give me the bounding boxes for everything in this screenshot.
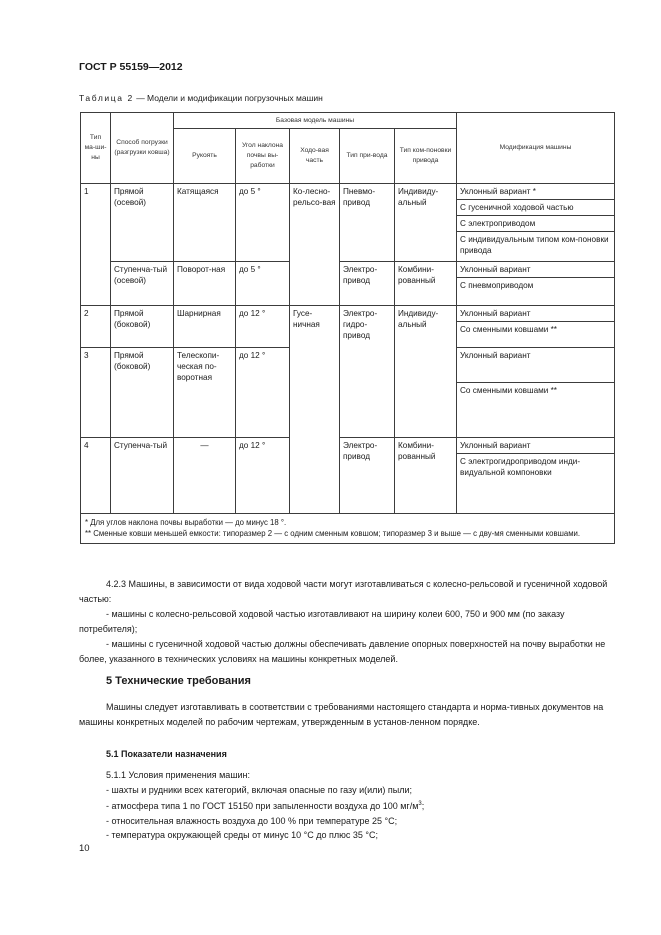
row1b-handle: Поворот-ная <box>174 262 236 306</box>
footnote-1: * Для углов наклона почвы выработки — до минус 18 °. <box>85 518 287 527</box>
row3-method: Прямой (боковой) <box>111 348 174 438</box>
row1b-modifications <box>457 262 615 306</box>
row1-method: Прямой (осевой) <box>111 184 174 262</box>
row1b-drive: Электро-привод <box>340 262 395 306</box>
section-5-1-title: 5.1 Показатели назначения <box>106 749 227 759</box>
row1b-layout: Комбини-рованный <box>395 262 457 306</box>
header-modification: Модификация машины <box>457 113 615 184</box>
row1-handle: Катящаяся <box>174 184 236 262</box>
paragraph: Машины следует изготавливать в соответствии с требованиями настоящего стандарта и норма-тивных документов на машины конкретных моделей по рабочим чертежам, утвержденным в установ-ленном порядке. <box>79 702 604 727</box>
row4-handle: — <box>174 438 236 514</box>
standard-header: ГОСТ Р 55159—2012 <box>79 61 183 73</box>
list-item: - относительная влажность воздуха до 100 % при температуре 25 °С; <box>106 815 398 826</box>
row4-type: 4 <box>81 438 111 514</box>
mod-item: Уклонный вариант <box>457 438 614 454</box>
row2-layout: Индивиду-альный <box>395 306 457 438</box>
row1-modifications <box>457 184 615 262</box>
list-item: - шахты и рудники всех категорий, включая опасные по газу и(или) пыли; <box>106 784 413 795</box>
row1-type: 1 <box>81 184 111 262</box>
row1-running: Ко-лесно-рельсо-вая <box>290 184 340 306</box>
mod-item: С индивидуальным типом ком-поновки привода <box>460 235 609 256</box>
table-caption <box>79 93 323 103</box>
row3-type: 3 <box>81 348 111 438</box>
row3-handle: Телескопи-ческая по-воротная <box>174 348 236 438</box>
mod-item: Уклонный вариант <box>457 348 614 383</box>
row1-drive: Пневмо-привод <box>340 184 395 262</box>
row4-layout: Комбини-рованный <box>395 438 457 514</box>
row2-drive: Электро-гидро-привод <box>340 306 395 438</box>
row2-running: Гусе-ничная <box>290 306 340 514</box>
table-footnotes <box>81 514 615 544</box>
row1-angle: до 5 ° <box>236 184 290 262</box>
mod-item: Уклонный вариант <box>457 262 614 278</box>
section-5-body <box>79 700 615 730</box>
row1b-angle: до 5 ° <box>236 262 290 306</box>
page-number: 10 <box>79 843 90 854</box>
row2-method: Прямой (боковой) <box>111 306 174 348</box>
mod-item: Со сменными ковшами ** <box>460 325 557 335</box>
header-running: Ходо-вая часть <box>290 129 340 184</box>
list-item-text: - атмосфера типа 1 по ГОСТ 15150 при запыленности воздуха до 100 мг/м <box>106 801 419 811</box>
row3-angle: до 12 ° <box>236 348 290 438</box>
row2-handle: Шарнирная <box>174 306 236 348</box>
list-item <box>79 797 615 814</box>
mod-item: Уклонный вариант <box>457 306 614 322</box>
header-angle: Угол наклона почвы вы-работки <box>236 129 290 184</box>
row4-drive: Электро-привод <box>340 438 395 514</box>
header-base-model: Базовая модель машины <box>174 113 457 129</box>
row2-modifications <box>457 306 615 348</box>
row4-angle: до 12 ° <box>236 438 290 514</box>
machines-table <box>80 112 615 544</box>
paragraph: 4.2.3 Машины, в зависимости от вида ходовой части могут изготавливаться с колесно-рельсовой и гусеничной ходовой частью: <box>79 579 608 604</box>
table-caption-text: — Модели и модификации погрузочных машин <box>133 93 323 103</box>
paragraph: - машины с гусеничной ходовой частью должны обеспечивать давление опорных поверхностей на почву выработки не более, указанного в технических условиях на машины конкретных моделей. <box>79 639 606 664</box>
row4-method: Ступенча-тый <box>111 438 174 514</box>
mod-item: С электрогидроприводом инди-видуальной компоновки <box>460 457 581 478</box>
row2-angle: до 12 ° <box>236 306 290 348</box>
header-type: Тип ма-ши-ны <box>81 113 111 184</box>
row2-type: 2 <box>81 306 111 348</box>
paragraph: - машины с колесно-рельсовой ходовой частью изготавливают на ширину колеи 600, 750 и 900 мм (по заказу потребителя); <box>79 609 565 634</box>
mod-item: С пневмоприводом <box>460 281 534 291</box>
row1b-method: Ступенча-тый (осевой) <box>111 262 174 306</box>
header-method: Способ погрузки (разгрузки ковша) <box>111 113 174 184</box>
table-caption-prefix: Таблица 2 <box>79 93 134 103</box>
header-drive: Тип при-вода <box>340 129 395 184</box>
header-layout: Тип ком-поновки привода <box>395 129 457 184</box>
section-4-2-3 <box>79 577 615 667</box>
mod-item: С гусеничной ходовой частью <box>457 200 614 216</box>
mod-item: Со сменными ковшами ** <box>460 386 557 395</box>
section-5-1-body <box>79 768 615 843</box>
row1-layout: Индивиду-альный <box>395 184 457 262</box>
header-handle: Рукоять <box>174 129 236 184</box>
mod-item: Уклонный вариант * <box>457 184 614 200</box>
section-5-title: 5 Технические требования <box>106 675 251 687</box>
list-item: - температура окружающей среды от минус 10 °С до плюс 35 °С; <box>106 830 378 840</box>
paragraph: 5.1.1 Условия применения машин: <box>106 770 251 780</box>
mod-item: С электроприводом <box>457 216 614 232</box>
superscript: 3 <box>418 801 422 807</box>
row4-modifications <box>457 438 615 514</box>
row3-modifications <box>457 348 615 438</box>
list-item-tail: ; <box>421 801 425 811</box>
footnote-2: ** Сменные ковши меньшей емкости: типоразмер 2 — с одним сменным ковшом; типоразмер 3 и выше — с дву-мя сменными ковшами. <box>85 529 581 539</box>
